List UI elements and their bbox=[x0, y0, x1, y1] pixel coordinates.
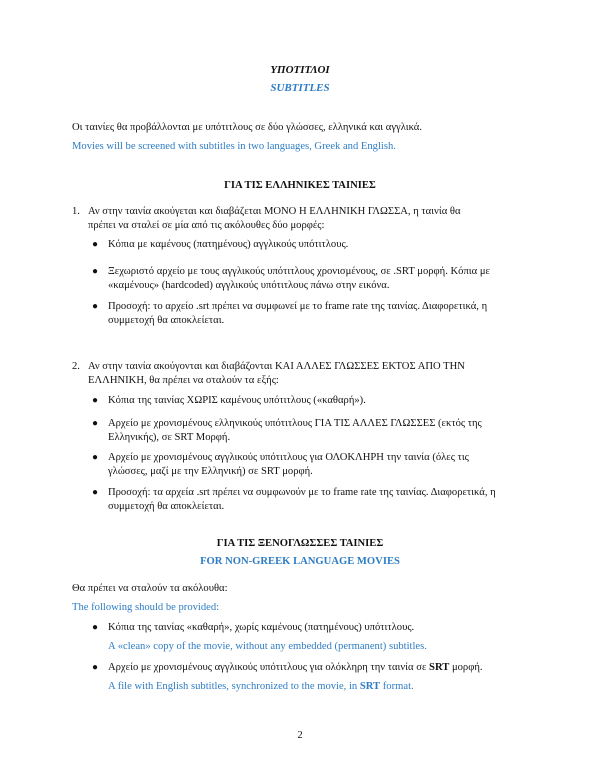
bullet-text: Προσοχή: τα αρχεία .srt πρέπει να συμφωνούν με το frame rate της ταινίας. Διαφορετικά, η bbox=[108, 487, 496, 498]
bullet-text: Προσοχή: το αρχείο .srt πρέπει να συμφωνεί με το frame rate της ταινίας. Διαφορετικά, η bbox=[108, 301, 488, 312]
bullet-text-english: A «clean» copy of the movie, without any embedded (permanent) subtitles. bbox=[108, 641, 427, 652]
text-segment: format. bbox=[380, 681, 414, 692]
bullet-text: συμμετοχή θα αποκλείεται. bbox=[108, 315, 225, 326]
bullet-text: Ξεχωριστό αρχείο με τους αγγλικούς υπότιτλους χρονισμένους, σε .SRT μορφή. Κόπια με bbox=[108, 266, 490, 277]
srt-bold: SRT bbox=[359, 681, 381, 692]
bullet-text: γλώσσες, μαζί με την Ελληνική) σε SRT μορφή. bbox=[108, 466, 313, 477]
item1-line: πρέπει να σταλεί σε μία από τις ακόλουθες δύο μορφές: bbox=[88, 220, 325, 231]
text-segment: A file with English subtitles, synchronized to the movie, in bbox=[108, 681, 360, 692]
section-foreign-films-heading-english: FOR NON-GREEK LANGUAGE MOVIES bbox=[200, 556, 400, 567]
title-english: SUBTITLES bbox=[270, 82, 330, 94]
bullet-text: Ελληνικής), σε SRT Μορφή. bbox=[108, 432, 231, 443]
bullet-text: «καμένους» (hardcoded) αγγλικούς υπότιτλους πάνω στην εικόνα. bbox=[108, 280, 390, 291]
bullet-text: Κόπια της ταινίας «καθαρή», χωρίς καμένους (πατημένους) υπότιτλους. bbox=[108, 622, 415, 633]
bullet-icon: ● bbox=[92, 266, 99, 277]
bullet-text-english bbox=[108, 680, 414, 694]
bullet-icon: ● bbox=[92, 418, 99, 429]
bullet-icon: ● bbox=[92, 395, 99, 406]
bullet-icon: ● bbox=[92, 622, 99, 633]
page-number: 2 bbox=[297, 730, 303, 741]
intro-greek: Οι ταινίες θα προβάλλονται με υπότιτλους σε δύο γλώσσες, ελληνικά και αγγλικά. bbox=[72, 122, 423, 133]
bullet-icon: ● bbox=[92, 301, 99, 312]
item2-line: Αν στην ταινία ακούγονται και διαβάζονται ΚΑΙ ΑΛΛΕΣ ΓΛΩΣΣΕΣ ΕΚΤΟΣ ΑΠΟ ΤΗΝ bbox=[88, 361, 465, 372]
srt-bold: SRT bbox=[429, 662, 450, 673]
section-greek-films-heading: ΓΙΑ ΤΙΣ ΕΛΛΗΝΙΚΕΣ ΤΑΙΝΙΕΣ bbox=[224, 180, 376, 191]
text-segment: Αρχείο με χρονισμένους αγγλικούς υπότιτλους για ολόκληρη την ταινία σε bbox=[108, 662, 430, 673]
bullet-text: Αρχείο με χρονισμένους αγγλικούς υπότιτλους για ΟΛΟΚΛΗΡΗ την ταινία (όλες τις bbox=[108, 452, 469, 463]
section-foreign-films-heading-greek: ΓΙΑ ΤΙΣ ΞΕΝΟΓΛΩΣΣΕΣ ΤΑΙΝΙΕΣ bbox=[216, 538, 384, 549]
bullet-text: Κόπια με καμένους (πατημένους) αγγλικούς υπότιτλους. bbox=[108, 239, 349, 250]
bullet-text: Κόπια της ταινίας ΧΩΡΙΣ καμένους υπότιτλους («καθαρή»). bbox=[108, 395, 366, 406]
provided-english: The following should be provided: bbox=[72, 602, 220, 613]
bullet-text: συμμετοχή θα αποκλείεται. bbox=[108, 501, 225, 512]
item-number: 2. bbox=[72, 361, 80, 372]
text-segment: μορφή. bbox=[449, 662, 483, 673]
bullet-icon: ● bbox=[92, 662, 99, 673]
item1-line: Αν στην ταινία ακούγεται και διαβάζεται ΜΟΝΟ Η ΕΛΛΗΝΙΚΗ ΓΛΩΣΣΑ, η ταινία θα bbox=[88, 206, 461, 217]
item2-line: ΕΛΛΗΝΙΚΗ, θα πρέπει να σταλούν τα εξής: bbox=[88, 375, 279, 386]
bullet-text: Αρχείο με χρονισμένους ελληνικούς υπότιτλους ΓΙΑ ΤΙΣ ΑΛΛΕΣ ΓΛΩΣΣΕΣ (εκτός της bbox=[108, 418, 482, 429]
bullet-text bbox=[108, 661, 483, 675]
bullet-icon: ● bbox=[92, 239, 99, 250]
provided-greek: Θα πρέπει να σταλούν τα ακόλουθα: bbox=[72, 583, 228, 594]
bullet-icon: ● bbox=[92, 452, 99, 463]
item-number: 1. bbox=[72, 206, 80, 217]
bullet-icon: ● bbox=[92, 487, 99, 498]
title-greek: ΥΠΟΤΙΤΛΟΙ bbox=[270, 64, 330, 76]
intro-english: Movies will be screened with subtitles in two languages, Greek and English. bbox=[72, 141, 396, 152]
